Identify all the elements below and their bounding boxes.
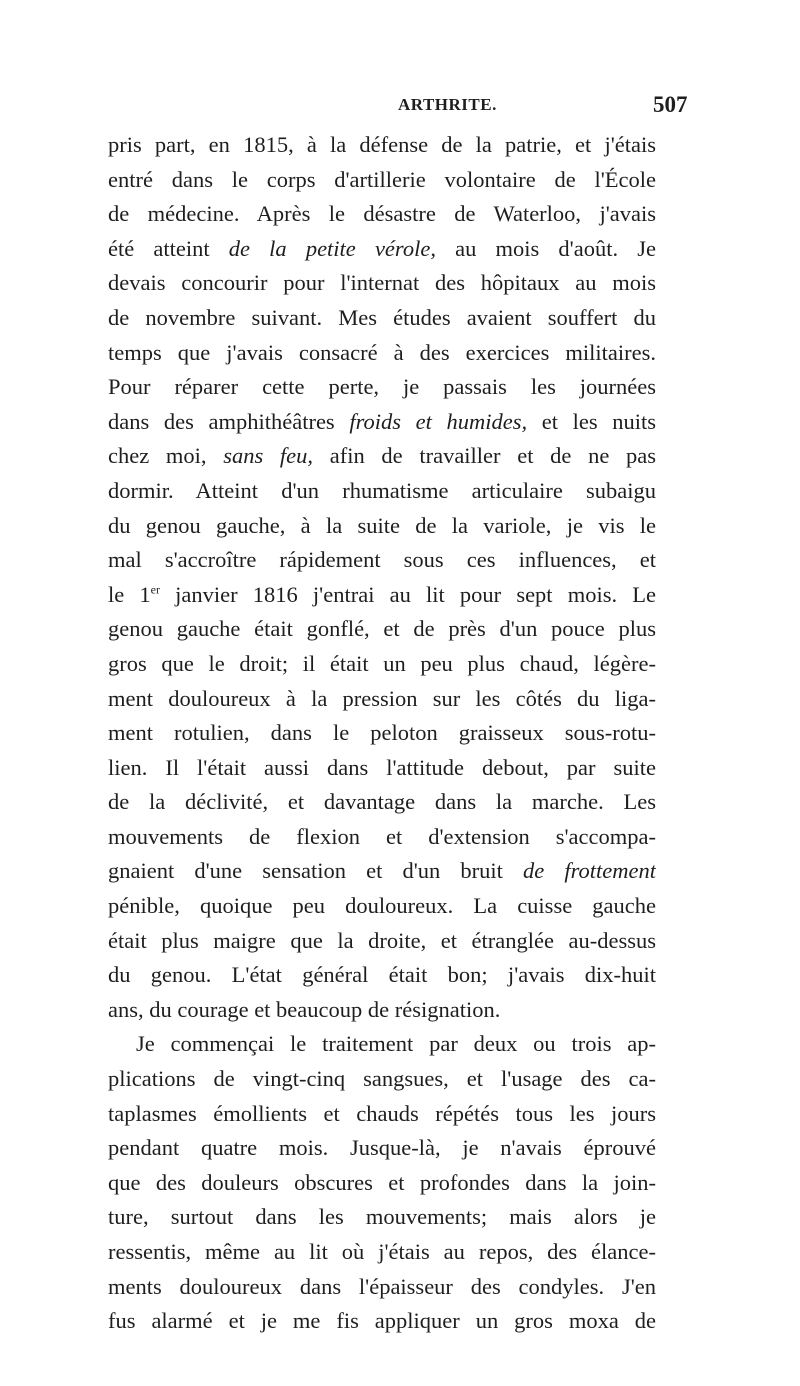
text-line (108, 232, 656, 267)
text-line (108, 301, 656, 336)
text-segment: ans, du courage et beaucoup de résignation. (108, 996, 501, 1022)
page-header (0, 90, 800, 120)
text-segment: plications de vingt-cinq sangsues, et l'usage des ca- (108, 1066, 656, 1092)
text-segment: était plus maigre que la droite, et étranglée au-dessus (108, 927, 656, 953)
text-segment: dans des amphithéâtres (108, 408, 350, 434)
text-segment: entré dans le corps d'artillerie volontaire de l'École (108, 166, 656, 192)
text-line (108, 1200, 656, 1235)
text-segment: au mois d'août. Je (435, 235, 656, 261)
text-segment: Je commençai le traitement par deux ou trois ap- (136, 1031, 656, 1057)
italic-text: sans feu, (223, 443, 314, 469)
text-line (108, 1131, 656, 1166)
text-line (108, 405, 656, 440)
italic-text: de la petite vérole, (228, 235, 436, 261)
text-line (108, 439, 656, 474)
text-line (108, 820, 656, 855)
text-line (108, 924, 656, 959)
text-segment: chez moi, (108, 443, 224, 469)
text-segment: devais concourir pour l'internat des hôpitaux au mois (108, 270, 656, 296)
text-line (108, 163, 656, 198)
text-segment: dormir. Atteint d'un rhumatisme articulaire subaigu (108, 477, 656, 503)
text-segment: ture, surtout dans les mouvements; mais alors je (108, 1204, 656, 1230)
text-line (108, 785, 656, 820)
text-segment: genou gauche était gonflé, et de près d'un pouce plus (108, 616, 656, 642)
text-segment: taplasmes émollients et chauds répétés tous les jours (108, 1100, 656, 1126)
text-line (108, 266, 656, 301)
text-line (108, 197, 656, 232)
text-segment: janvier 1816 j'entrai au lit pour sept mois. Le (159, 581, 656, 607)
text-segment: de la déclivité, et davantage dans la marche. Les (108, 789, 656, 815)
text-segment: pendant quatre mois. Jusque-là, je n'avais éprouvé (108, 1135, 656, 1161)
text-line (108, 336, 656, 371)
text-segment: afin de travailler et de ne pas (313, 443, 656, 469)
superscript: er (150, 582, 160, 597)
text-segment: été atteint (108, 235, 229, 261)
text-line (108, 1097, 656, 1132)
page-number: 507 (653, 92, 688, 117)
text-segment: temps que j'avais consacré à des exercices militaires. (108, 339, 656, 365)
text-line (108, 751, 656, 786)
text-line (108, 1304, 656, 1339)
text-line (108, 128, 656, 163)
text-segment: gnaient d'une sensation et d'un bruit (108, 858, 523, 884)
text-line (108, 1270, 656, 1305)
text-line (108, 854, 656, 889)
text-segment: ment douloureux à la pression sur les côtés du liga- (108, 685, 656, 711)
text-segment: lien. Il l'était aussi dans l'attitude debout, par suite (108, 754, 656, 780)
text-segment: pris part, en 1815, à la défense de la patrie, et j'étais (108, 132, 656, 157)
text-segment: pénible, quoique peu douloureux. La cuisse gauche (108, 893, 656, 919)
text-segment: mal s'accroître rápidement sous ces influences, et (108, 547, 656, 573)
body-text (108, 128, 656, 1339)
text-line (108, 509, 656, 544)
text-segment: de médecine. Après le désastre de Waterloo, j'avais (108, 201, 656, 227)
text-segment: le 1 (108, 581, 151, 607)
text-segment: du genou gauche, à la suite de la variole, je vis le (108, 512, 656, 538)
text-line (108, 993, 656, 1028)
italic-text: froids et humides, (349, 408, 528, 434)
text-segment: du genou. L'état général était bon; j'avais dix-huit (108, 962, 656, 988)
text-line (108, 647, 656, 682)
italic-text: de frottement (523, 858, 656, 884)
text-line (108, 474, 656, 509)
text-line (108, 1027, 656, 1062)
text-line (108, 958, 656, 993)
text-line (108, 370, 656, 405)
text-line (108, 1062, 656, 1097)
text-line (108, 1235, 656, 1270)
text-segment: ment rotulien, dans le peloton graisseux sous-rotu- (108, 720, 656, 746)
text-segment: mouvements de flexion et d'extension s'accompa- (108, 823, 656, 849)
text-segment: gros que le droit; il était un peu plus chaud, légère- (108, 650, 656, 676)
running-head: ARTHRITE. (398, 95, 497, 114)
text-segment: Pour réparer cette perte, je passais les journées (108, 374, 656, 400)
text-segment: ressentis, même au lit où j'étais au repos, des élance- (108, 1239, 656, 1264)
text-segment: ments douloureux dans l'épaisseur des condyles. J'en (108, 1273, 656, 1299)
text-segment: et les nuits (527, 408, 656, 434)
text-line (108, 682, 656, 717)
text-line (108, 612, 656, 647)
text-line (108, 1166, 656, 1201)
text-line (108, 578, 656, 613)
text-segment: fus alarmé et je me fis appliquer un gros moxa de (108, 1308, 656, 1334)
text-line (108, 543, 656, 578)
text-line (108, 889, 656, 924)
text-line (108, 716, 656, 751)
text-segment: que des douleurs obscures et profondes dans la join- (108, 1169, 656, 1195)
text-segment: de novembre suivant. Mes études avaient souffert du (108, 304, 656, 330)
